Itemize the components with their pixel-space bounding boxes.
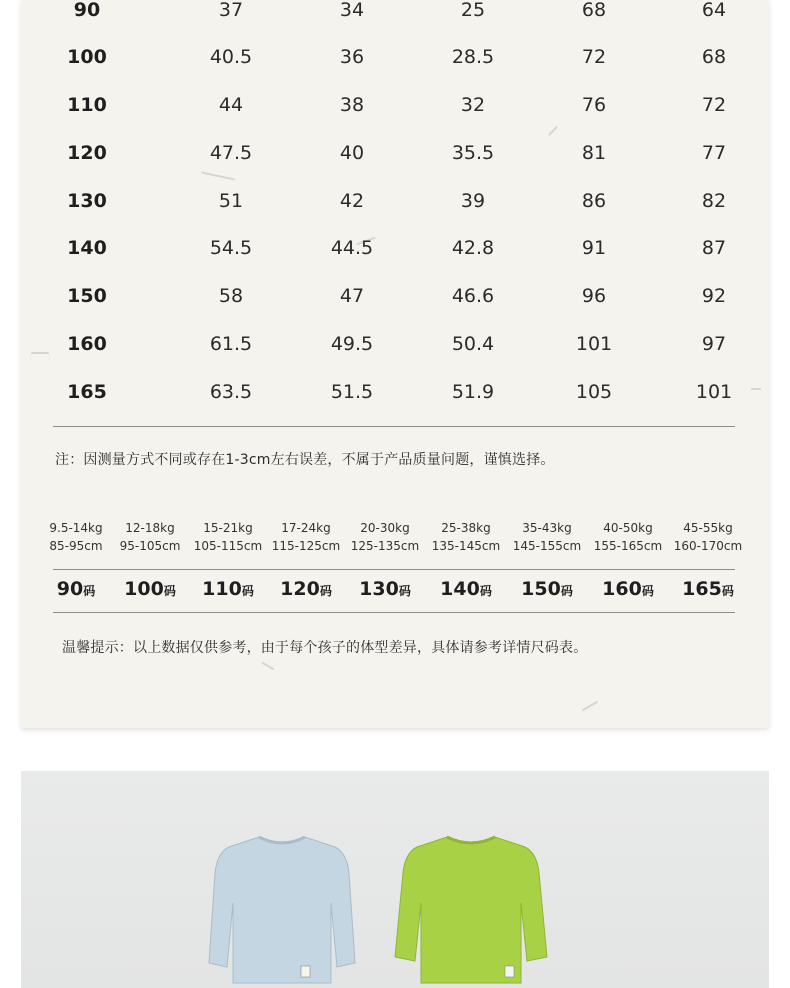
divider bbox=[53, 569, 735, 570]
divider bbox=[53, 426, 735, 427]
measure-cell: 63.5 bbox=[209, 381, 253, 403]
shirt-body bbox=[395, 837, 547, 983]
table-row bbox=[21, 191, 769, 239]
weight-height-label bbox=[261, 519, 351, 555]
size-unit: 码 bbox=[560, 584, 573, 598]
measure-cell: 40.5 bbox=[209, 46, 253, 68]
height-range: 155-165cm bbox=[593, 539, 663, 553]
measure-cell: 96 bbox=[581, 285, 607, 307]
weight-range: 40-50kg bbox=[603, 521, 653, 535]
size-number: 160 bbox=[602, 578, 642, 600]
measure-cell: 28.5 bbox=[451, 46, 495, 68]
measure-cell: 39 bbox=[460, 190, 486, 212]
paper-fleck bbox=[582, 701, 599, 712]
size-number: 110 bbox=[202, 578, 242, 600]
measure-cell: 51.9 bbox=[451, 381, 495, 403]
weight-height-label bbox=[502, 519, 592, 555]
size-unit: 码 bbox=[241, 584, 254, 598]
weight-height-label bbox=[421, 519, 511, 555]
shirt-body bbox=[209, 837, 355, 983]
size-unit: 码 bbox=[479, 584, 492, 598]
measure-cell: 47 bbox=[339, 285, 365, 307]
size-unit: 码 bbox=[163, 584, 176, 598]
size-label bbox=[105, 578, 195, 600]
measure-cell: 51 bbox=[218, 190, 244, 212]
measure-cell: 42.8 bbox=[451, 237, 495, 259]
size-number: 120 bbox=[280, 578, 320, 600]
weight-range: 25-38kg bbox=[441, 521, 491, 535]
size-label bbox=[663, 578, 753, 600]
measure-cell: 101 bbox=[575, 333, 613, 355]
size-label bbox=[261, 578, 351, 600]
size-label bbox=[340, 578, 430, 600]
size-cell: 140 bbox=[67, 237, 107, 259]
weight-range: 35-43kg bbox=[522, 521, 572, 535]
size-chart-card bbox=[21, 0, 769, 728]
measure-cell: 32 bbox=[460, 94, 486, 116]
table-row bbox=[21, 334, 769, 382]
size-unit: 码 bbox=[83, 584, 96, 598]
height-range: 160-170cm bbox=[673, 539, 743, 553]
size-label bbox=[583, 578, 673, 600]
height-range: 135-145cm bbox=[431, 539, 501, 553]
measure-cell: 34 bbox=[339, 0, 365, 21]
size-label bbox=[183, 578, 273, 600]
measure-cell: 87 bbox=[701, 237, 727, 259]
measure-cell: 47.5 bbox=[209, 142, 253, 164]
size-tip: 温馨提示：以上数据仅供参考，由于每个孩子的体型差异，具体请参考详情尺码表。 bbox=[62, 640, 588, 656]
height-range: 145-155cm bbox=[512, 539, 582, 553]
size-number: 150 bbox=[521, 578, 561, 600]
size-cell: 100 bbox=[67, 46, 107, 68]
size-unit: 码 bbox=[641, 584, 654, 598]
measure-cell: 25 bbox=[460, 0, 486, 21]
measure-cell: 58 bbox=[218, 285, 244, 307]
height-range: 85-95cm bbox=[49, 539, 103, 553]
measure-cell: 49.5 bbox=[330, 333, 374, 355]
measure-cell: 35.5 bbox=[451, 142, 495, 164]
measure-cell: 86 bbox=[581, 190, 607, 212]
measure-cell: 91 bbox=[581, 237, 607, 259]
measure-cell: 37 bbox=[218, 0, 244, 21]
measure-cell: 77 bbox=[701, 142, 727, 164]
measure-cell: 44.5 bbox=[330, 237, 374, 259]
size-number: 130 bbox=[359, 578, 399, 600]
table-row bbox=[21, 47, 769, 95]
measure-cell: 101 bbox=[695, 381, 733, 403]
measure-cell: 38 bbox=[339, 94, 365, 116]
lime-green-shirt-image bbox=[391, 833, 551, 988]
table-row bbox=[21, 382, 769, 430]
measure-cell: 64 bbox=[701, 0, 727, 21]
weight-range: 45-55kg bbox=[683, 521, 733, 535]
table-row bbox=[21, 143, 769, 191]
measurement-note: 注：因测量方式不同或存在1-3cm左右误差，不属于产品质量问题，谨慎选择。 bbox=[55, 452, 555, 468]
measure-cell: 76 bbox=[581, 94, 607, 116]
weight-range: 15-21kg bbox=[203, 521, 253, 535]
divider bbox=[53, 612, 735, 613]
size-unit: 码 bbox=[319, 584, 332, 598]
shirt-tag bbox=[505, 966, 514, 977]
size-cell: 165 bbox=[67, 381, 107, 403]
size-number: 140 bbox=[440, 578, 480, 600]
measure-cell: 40 bbox=[339, 142, 365, 164]
table-row bbox=[21, 286, 769, 334]
size-number: 90 bbox=[56, 578, 84, 600]
measure-cell: 54.5 bbox=[209, 237, 253, 259]
weight-height-label bbox=[583, 519, 673, 555]
measure-cell: 46.6 bbox=[451, 285, 495, 307]
size-label bbox=[421, 578, 511, 600]
weight-height-label bbox=[183, 519, 273, 555]
measure-cell: 68 bbox=[581, 0, 607, 21]
size-cell: 110 bbox=[67, 94, 107, 116]
measure-cell: 51.5 bbox=[330, 381, 374, 403]
weight-height-label bbox=[663, 519, 753, 555]
product-photo bbox=[21, 771, 769, 988]
height-range: 125-135cm bbox=[350, 539, 420, 553]
table-row bbox=[21, 0, 769, 48]
measure-cell: 44 bbox=[218, 94, 244, 116]
size-unit: 码 bbox=[398, 584, 411, 598]
measure-cell: 81 bbox=[581, 142, 607, 164]
size-unit: 码 bbox=[721, 584, 734, 598]
weight-height-label bbox=[340, 519, 430, 555]
measure-cell: 36 bbox=[339, 46, 365, 68]
height-range: 105-115cm bbox=[193, 539, 263, 553]
size-cell: 120 bbox=[67, 142, 107, 164]
light-blue-shirt-image bbox=[207, 833, 357, 988]
measure-cell: 61.5 bbox=[209, 333, 253, 355]
size-label bbox=[502, 578, 592, 600]
measure-cell: 92 bbox=[701, 285, 727, 307]
weight-range: 9.5-14kg bbox=[49, 521, 103, 535]
size-cell: 150 bbox=[67, 285, 107, 307]
measure-cell: 72 bbox=[701, 94, 727, 116]
measure-cell: 42 bbox=[339, 190, 365, 212]
weight-range: 12-18kg bbox=[125, 521, 175, 535]
weight-range: 17-24kg bbox=[281, 521, 331, 535]
size-cell: 160 bbox=[67, 333, 107, 355]
size-number: 100 bbox=[124, 578, 164, 600]
measure-cell: 68 bbox=[701, 46, 727, 68]
measure-cell: 82 bbox=[701, 190, 727, 212]
size-cell: 130 bbox=[67, 190, 107, 212]
paper-fleck bbox=[261, 662, 274, 671]
measure-cell: 50.4 bbox=[451, 333, 495, 355]
weight-height-label bbox=[105, 519, 195, 555]
measure-cell: 105 bbox=[575, 381, 613, 403]
height-range: 115-125cm bbox=[271, 539, 341, 553]
weight-range: 20-30kg bbox=[360, 521, 410, 535]
table-row bbox=[21, 238, 769, 286]
table-row bbox=[21, 95, 769, 143]
size-cell: 90 bbox=[73, 0, 101, 21]
size-number: 165 bbox=[682, 578, 722, 600]
measure-cell: 97 bbox=[701, 333, 727, 355]
shirt-tag bbox=[301, 966, 310, 977]
height-range: 95-105cm bbox=[119, 539, 181, 553]
measure-cell: 72 bbox=[581, 46, 607, 68]
